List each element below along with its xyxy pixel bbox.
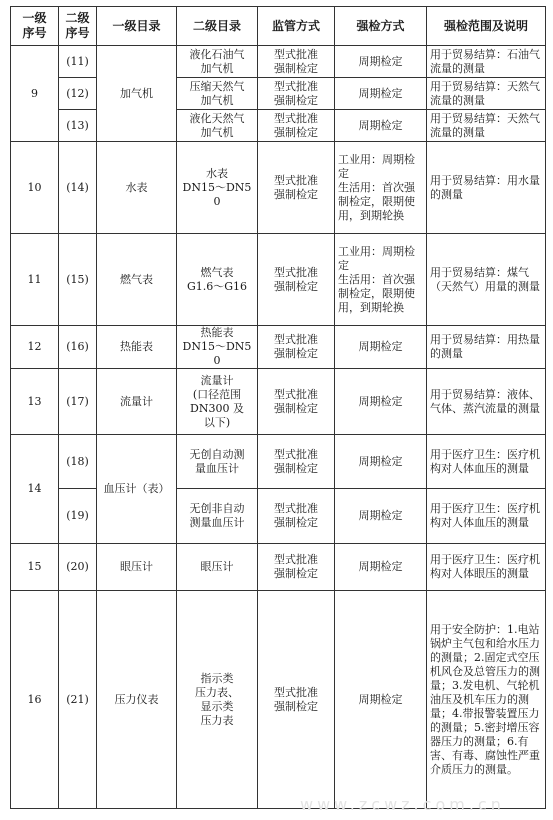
level2-no: (20)	[59, 544, 97, 591]
level1-no: 14	[11, 435, 59, 544]
header-level1-no: 一级 序号	[11, 7, 59, 46]
level2-catalog: 流量计 (口径范围 DN300 及 以下)	[177, 369, 258, 435]
level1-catalog: 热能表	[97, 326, 177, 369]
supervision: 型式批准 强制检定	[258, 326, 335, 369]
level2-no: (17)	[59, 369, 97, 435]
header-row	[11, 7, 546, 46]
header-level2-no: 二级 序号	[59, 7, 97, 46]
watermark: www.zcwz.com.cn	[300, 795, 505, 814]
level2-catalog: 无创自动测 量血压计	[177, 435, 258, 489]
header-supervision: 监管方式	[258, 7, 335, 46]
header-scope: 强检范围及说明	[427, 7, 546, 46]
level2-catalog: 水表 DN15～DN50	[177, 142, 258, 234]
inspection-mode: 周期检定	[335, 326, 427, 369]
level1-no: 10	[11, 142, 59, 234]
inspection-mode: 周期检定	[335, 110, 427, 142]
level2-catalog: 眼压计	[177, 544, 258, 591]
level1-catalog: 燃气表	[97, 234, 177, 326]
table-row	[11, 435, 546, 489]
supervision: 型式批准 强制检定	[258, 369, 335, 435]
level1-catalog: 加气机	[97, 46, 177, 142]
inspection-mode: 工业用：周期检定 生活用：首次强制检定，限期使用，到期轮换	[335, 142, 427, 234]
level1-no: 12	[11, 326, 59, 369]
regulation-table	[10, 6, 546, 809]
level1-catalog: 水表	[97, 142, 177, 234]
level2-catalog: 液化天然气 加气机	[177, 110, 258, 142]
level2-catalog: 压缩天然气 加气机	[177, 78, 258, 110]
scope: 用于医疗卫生：医疗机构对人体眼压的测量	[427, 544, 546, 591]
level2-no: (13)	[59, 110, 97, 142]
level2-no: (11)	[59, 46, 97, 78]
level2-no: (19)	[59, 489, 97, 544]
inspection-mode: 周期检定	[335, 369, 427, 435]
inspection-mode: 周期检定	[335, 544, 427, 591]
table-row	[11, 142, 546, 234]
table-row	[11, 591, 546, 809]
header-inspection-mode: 强检方式	[335, 7, 427, 46]
level2-catalog: 无创非自动 测量血压计	[177, 489, 258, 544]
level2-no: (12)	[59, 78, 97, 110]
scope: 用于贸易结算：用热量的测量	[427, 326, 546, 369]
level2-catalog: 液化石油气 加气机	[177, 46, 258, 78]
level1-catalog: 压力仪表	[97, 591, 177, 809]
scope: 用于贸易结算：石油气流量的测量	[427, 46, 546, 78]
level2-no: (16)	[59, 326, 97, 369]
header-level2-catalog: 二级目录	[177, 7, 258, 46]
inspection-mode: 工业用：周期检定 生活用：首次强制检定，限期使用，到期轮换	[335, 234, 427, 326]
inspection-mode: 周期检定	[335, 46, 427, 78]
level2-catalog: 燃气表 G1.6～G16	[177, 234, 258, 326]
supervision: 型式批准 强制检定	[258, 489, 335, 544]
level1-catalog: 流量计	[97, 369, 177, 435]
level2-no: (15)	[59, 234, 97, 326]
level1-no: 13	[11, 369, 59, 435]
scope: 用于贸易结算：液体、气体、蒸汽流量的测量	[427, 369, 546, 435]
table-row	[11, 110, 546, 142]
level1-no: 11	[11, 234, 59, 326]
supervision: 型式批准 强制检定	[258, 435, 335, 489]
table-row	[11, 326, 546, 369]
supervision: 型式批准 强制检定	[258, 142, 335, 234]
level2-no: (21)	[59, 591, 97, 809]
level2-no: (18)	[59, 435, 97, 489]
level1-catalog: 眼压计	[97, 544, 177, 591]
inspection-mode: 周期检定	[335, 435, 427, 489]
table-row	[11, 234, 546, 326]
table-row	[11, 544, 546, 591]
supervision: 型式批准 强制检定	[258, 234, 335, 326]
scope: 用于贸易结算：天然气流量的测量	[427, 78, 546, 110]
inspection-mode: 周期检定	[335, 78, 427, 110]
table-row	[11, 369, 546, 435]
scope: 用于贸易结算：天然气流量的测量	[427, 110, 546, 142]
level2-catalog: 热能表 DN15～DN50	[177, 326, 258, 369]
level1-no: 9	[11, 46, 59, 142]
scope: 用于医疗卫生：医疗机构对人体血压的测量	[427, 489, 546, 544]
supervision: 型式批准 强制检定	[258, 78, 335, 110]
table-row	[11, 78, 546, 110]
scope: 用于医疗卫生：医疗机构对人体血压的测量	[427, 435, 546, 489]
supervision: 型式批准 强制检定	[258, 544, 335, 591]
level1-no: 15	[11, 544, 59, 591]
table-row	[11, 46, 546, 78]
table-row	[11, 489, 546, 544]
supervision: 型式批准 强制检定	[258, 591, 335, 809]
inspection-mode: 周期检定	[335, 489, 427, 544]
level1-catalog: 血压计（表）	[97, 435, 177, 544]
level2-no: (14)	[59, 142, 97, 234]
scope: 用于贸易结算：用水量的测量	[427, 142, 546, 234]
supervision: 型式批准 强制检定	[258, 110, 335, 142]
level1-no: 16	[11, 591, 59, 809]
supervision: 型式批准 强制检定	[258, 46, 335, 78]
scope: 用于安全防护：1.电站锅炉主气包和给水压力的测量；2.固定式空压机风仓及总管压力的测量；3.发电机、气轮机油压及机车压力的测量；4.带报警装置压力的测量；5.密封增压容器压力的测量；6.有害、有毒、腐蚀性严重介质压力的测量。	[427, 591, 546, 809]
inspection-mode: 周期检定	[335, 591, 427, 809]
level2-catalog: 指示类 压力表、 显示类 压力表	[177, 591, 258, 809]
header-level1-catalog: 一级目录	[97, 7, 177, 46]
scope: 用于贸易结算：煤气（天然气）用量的测量	[427, 234, 546, 326]
